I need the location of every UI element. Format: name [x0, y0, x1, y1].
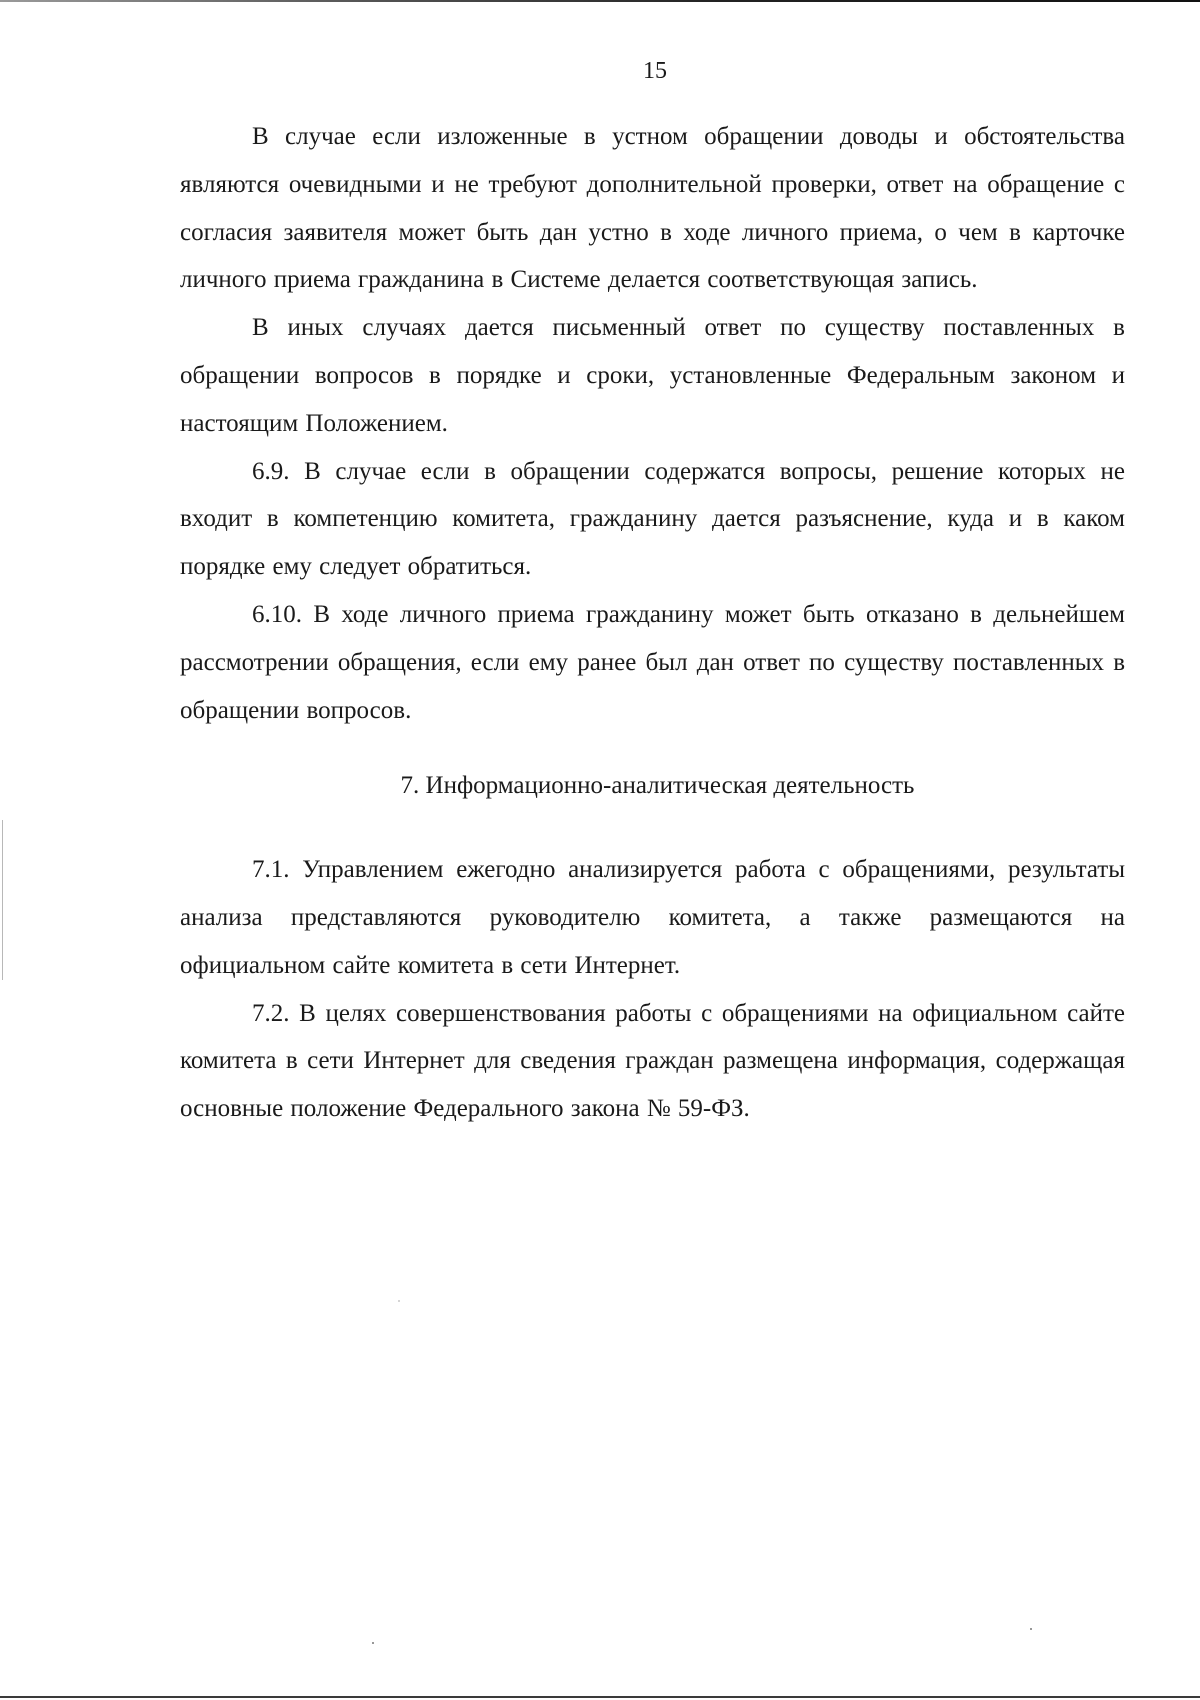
paragraph-oral-answer: В случае если изложенные в устном обращении доводы и обстоятельства являются очевидными и не требуют дополнительной проверки, ответ на обращение с согласия заявителя может быть дан устно в ходе личного приема, о чем в карточке личного приема гражданина в Системе делается соответствующая запись. [180, 123, 1125, 294]
paragraph-6-10: 6.10. В ходе личного приема гражданину может быть отказано в дельнейшем рассмотрении обращения, если ему ранее был дан ответ по существу поставленных в обращении вопросов. [180, 600, 1125, 724]
paragraph-6-9: 6.9. В случае если в обращении содержатся вопросы, решение которых не входит в компетенцию комитета, гражданину дается разъяснение, куда и в каком порядке ему следует обратиться. [180, 457, 1125, 581]
scan-bottom-edge [0, 1696, 1200, 1698]
scan-speck [372, 1642, 374, 1644]
scan-speck [1030, 1628, 1032, 1630]
scan-speck [398, 1300, 400, 1302]
page-number: 15 [643, 58, 667, 84]
scan-top-edge [0, 0, 1200, 2]
paragraph-7-2: 7.2. В целях совершенствования работы с обращениями на официальном сайте комитета в сети Интернет для сведения граждан размещена информация, содержащая основные положение Федерального закона № 59-ФЗ. [180, 999, 1125, 1123]
document-body [180, 113, 1125, 1133]
paragraph-7-1: 7.1. Управлением ежегодно анализируется работа с обращениями, результаты анализа представляются руководителю комитета, а также размещаются на официальном сайте комитета в сети Интернет. [180, 856, 1125, 979]
scan-left-edge [2, 820, 3, 980]
section-heading: 7. Информационно-аналитическая деятельность [400, 772, 915, 800]
paragraph-written-answer: В иных случаях дается письменный ответ по существу поставленных в обращении вопросов в порядке и сроки, установленные Федеральным законом и настоящим Положением. [180, 314, 1125, 437]
